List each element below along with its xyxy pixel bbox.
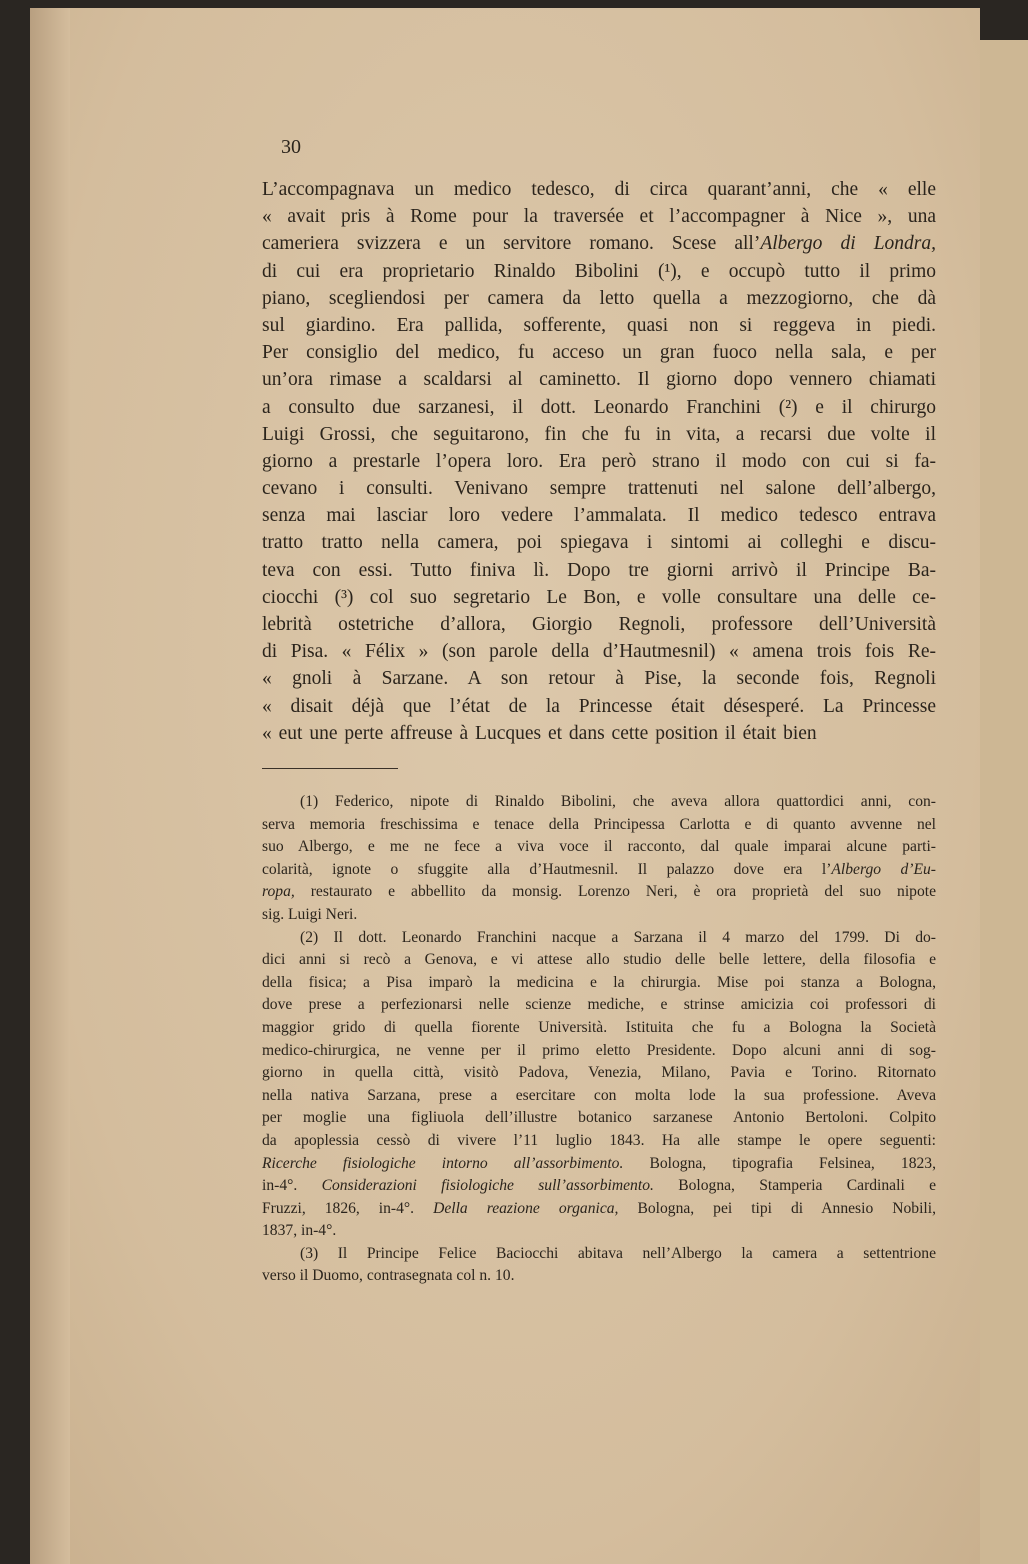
body-line bbox=[262, 421, 936, 448]
text-segment: da apoplessia cessò di vivere l’11 luglio 1843. Ha alle stampe le opere seguenti: bbox=[262, 1131, 936, 1149]
body-line bbox=[262, 203, 936, 230]
body-line bbox=[262, 665, 936, 692]
text-segment: cevano i consulti. Venivano sempre trattenuti nel salone dell’albergo, bbox=[262, 478, 936, 500]
text-segment: Per consiglio del medico, fu acceso un gran fuoco nella sala, e per bbox=[262, 342, 936, 364]
body-line bbox=[262, 285, 936, 312]
body-line bbox=[262, 448, 936, 475]
text-segment: verso il Duomo, contrasegnata col n. 10. bbox=[262, 1267, 515, 1285]
body-line bbox=[262, 502, 936, 529]
text-segment: (1) Federico, nipote di Rinaldo Bibolini, che aveva allora quattordici anni, con- bbox=[300, 793, 936, 810]
text-segment: di Pisa. « Félix » (son parole della d’Hautmesnil) « amena trois fois Re- bbox=[262, 641, 936, 663]
text-segment: dici anni si recò a Genova, e vi attese allo studio delle belle lettere, della filosofia e bbox=[262, 951, 936, 969]
text-segment: lebrità ostetriche d’allora, Giorgio Regnoli, professore dell’Università bbox=[262, 614, 936, 635]
body-line bbox=[262, 611, 936, 638]
adjacent-page-edge bbox=[980, 40, 1028, 1564]
footnote-line bbox=[262, 814, 936, 837]
body-line bbox=[262, 339, 936, 366]
text-segment: in-4°. bbox=[262, 1177, 322, 1195]
body-line bbox=[262, 557, 936, 584]
text-segment: restaurato e abbellito da monsig. Lorenzo Neri, è ora proprietà del suo nipote bbox=[294, 883, 936, 901]
text-segment: cameriera svizzera e un servitore romano. Scese all’ bbox=[262, 233, 761, 255]
page-gutter bbox=[30, 8, 70, 1564]
text-segment: Fruzzi, 1826, in-4°. bbox=[262, 1199, 434, 1217]
body-line bbox=[262, 638, 936, 665]
text-segment: (3) Il Principe Felice Baciocchi abitava nell’Albergo la camera a settentrione bbox=[300, 1244, 936, 1262]
text-segment: giorno a prestarle l’opera loro. Era però strano il modo con cui si fa- bbox=[262, 450, 936, 472]
text-segment: Albergo di Londra, bbox=[760, 233, 936, 255]
footnote-line bbox=[262, 1220, 936, 1243]
text-segment: senza mai lasciar loro vedere l’ammalata. Il medico tedesco entrava bbox=[262, 505, 936, 527]
footnote-line bbox=[262, 1107, 936, 1130]
body-line bbox=[262, 584, 936, 611]
text-segment: « avait pris à Rome pour la traversée et l’accompagner à Nice », una bbox=[262, 206, 936, 228]
text-segment: Bologna, Stamperia Cardinali e bbox=[653, 1177, 936, 1195]
body-line bbox=[262, 366, 936, 393]
text-segment: piano, scegliendosi per camera da letto quella a mezzogiorno, che dà bbox=[262, 287, 936, 309]
body-line bbox=[262, 693, 936, 720]
footnote-line bbox=[262, 1243, 936, 1266]
text-segment: ropa, bbox=[262, 883, 295, 901]
body-line bbox=[262, 176, 936, 203]
text-segment: Considerazioni fisiologiche sull’assorbimento. bbox=[321, 1177, 654, 1195]
footnote-line bbox=[262, 927, 936, 950]
text-segment: Bologna, tipografia Felsinea, 1823, bbox=[623, 1154, 937, 1172]
text-segment: (2) Il dott. Leonardo Franchini nacque a Sarzana il 4 marzo del 1799. Di do- bbox=[300, 928, 936, 946]
text-segment: tratto tratto nella camera, poi spiegava i sintomi ai colleghi e discu- bbox=[262, 532, 936, 554]
text-segment: della fisica; a Pisa imparò la medicina e la chirurgia. Mise poi stanza a Bologna, bbox=[262, 973, 936, 991]
footnote-rule bbox=[262, 768, 398, 769]
footnotes bbox=[262, 791, 936, 1288]
footnote-line bbox=[262, 1198, 936, 1221]
text-segment: Ricerche fisiologiche intorno all’assorbimento. bbox=[262, 1154, 624, 1172]
footnote-line bbox=[262, 1265, 936, 1288]
text-segment: di cui era proprietario Rinaldo Bibolini (¹), e occupò tutto il primo bbox=[262, 260, 936, 282]
text-segment: giorno in quella città, visitò Padova, Venezia, Milano, Pavia e Torino. Ritornato bbox=[262, 1064, 936, 1082]
text-segment: « gnoli à Sarzane. A son retour à Pise, la seconde fois, Regnoli bbox=[262, 668, 936, 690]
footnote-line bbox=[262, 1085, 936, 1108]
footnote-line bbox=[262, 1153, 936, 1176]
body-line bbox=[262, 529, 936, 556]
text-segment: « eut une perte affreuse à Lucques et dans cette position il était bien bbox=[262, 722, 817, 744]
footnote-line bbox=[262, 1175, 936, 1198]
text-segment: ciocchi (³) col suo segretario Le Bon, e volle consultare una delle ce- bbox=[262, 586, 936, 608]
body-line bbox=[262, 720, 936, 747]
footnote-line bbox=[262, 994, 936, 1017]
footnote-line bbox=[262, 949, 936, 972]
footnote-line bbox=[262, 791, 936, 814]
body-line bbox=[262, 394, 936, 421]
text-segment: teva con essi. Tutto finiva lì. Dopo tre giorni arrivò il Principe Ba- bbox=[262, 559, 936, 581]
text-segment: a consulto due sarzanesi, il dott. Leonardo Franchini (²) e il chirurgo bbox=[262, 396, 936, 418]
footnote-line bbox=[262, 1062, 936, 1085]
text-segment: Della reazione organica, bbox=[433, 1199, 619, 1217]
footnote-line bbox=[262, 1130, 936, 1153]
text-segment: serva memoria freschissima e tenace della Principessa Carlotta e di quanto avvenne nel bbox=[262, 815, 936, 833]
footnote-line bbox=[262, 881, 936, 904]
text-segment: maggior grido di quella fiorente Università. Istituita che fu a Bologna la Società bbox=[262, 1018, 936, 1036]
text-segment: Luigi Grossi, che seguitarono, fin che fu in vita, a recarsi due volte il bbox=[262, 423, 936, 445]
text-segment: nella nativa Sarzana, prese a esercitare con molta lode la sua professione. Aveva bbox=[262, 1086, 936, 1104]
text-segment: colarità, ignote o sfuggite alla d’Hautmesnil. Il palazzo dove era l’ bbox=[262, 860, 832, 878]
text-segment: « disait déjà que l’état de la Princesse était désesperé. La Princesse bbox=[262, 695, 936, 717]
text-segment: dove prese a perfezionarsi nelle scienze mediche, e strinse amicizia coi professori di bbox=[262, 996, 936, 1014]
body-text bbox=[262, 176, 936, 747]
footnote-line bbox=[262, 1040, 936, 1063]
footnote-line bbox=[262, 904, 936, 927]
text-segment: Bologna, pei tipi di Annesio Nobili, bbox=[618, 1199, 936, 1217]
text-segment: L’accompagnava un medico tedesco, di circa quarant’anni, che « elle bbox=[262, 179, 936, 200]
body-line bbox=[262, 258, 936, 285]
text-segment: Albergo d’Eu- bbox=[831, 860, 936, 878]
page-number: 30 bbox=[281, 136, 301, 158]
body-line bbox=[262, 475, 936, 502]
footnote-line bbox=[262, 836, 936, 859]
footnote-line bbox=[262, 1017, 936, 1040]
body-line bbox=[262, 230, 936, 257]
footnote-line bbox=[262, 859, 936, 882]
text-segment: sul giardino. Era pallida, sofferente, quasi non si reggeva in piedi. bbox=[262, 314, 936, 336]
text-segment: suo Albergo, e me ne fece a viva voce il racconto, dal quale imparai alcune parti- bbox=[262, 838, 936, 856]
text-segment: un’ora rimase a scaldarsi al caminetto. Il giorno dopo vennero chiamati bbox=[262, 369, 936, 391]
text-segment: 1837, in-4°. bbox=[262, 1222, 337, 1240]
text-segment: per moglie una figliuola dell’illustre botanico sarzanese Antonio Bertoloni. Colpito bbox=[262, 1109, 936, 1127]
footnote-line bbox=[262, 972, 936, 995]
text-segment: medico-chirurgica, ne venne per il primo eletto Presidente. Dopo alcuni anni di sog- bbox=[262, 1041, 936, 1059]
text-segment: sig. Luigi Neri. bbox=[262, 905, 358, 923]
body-line bbox=[262, 312, 936, 339]
